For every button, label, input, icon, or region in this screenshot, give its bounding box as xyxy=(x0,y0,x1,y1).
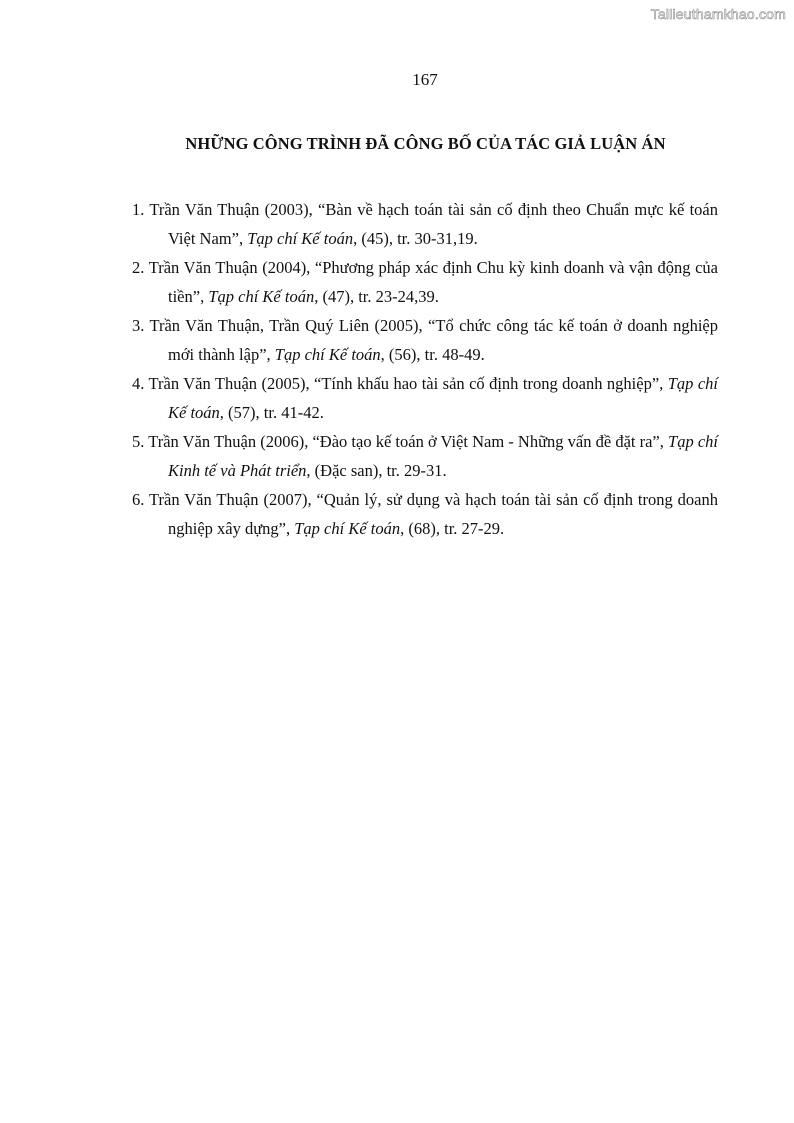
publication-citation: Trần Văn Thuận (2003), “Bàn về hạch toán tài sản cố định theo Chuẩn mực kế toán Việt Nam”, xyxy=(144,200,718,248)
publication-journal: Tạp chí Kế toán xyxy=(208,287,315,306)
publication-journal: Tạp chí Kinh tế và Phát triển xyxy=(168,432,718,480)
page-heading: NHỮNG CÔNG TRÌNH ĐÃ CÔNG BỐ CỦA TÁC GIẢ LUẬN ÁN xyxy=(185,134,666,153)
publication-item xyxy=(132,311,718,369)
publication-number: 2. xyxy=(132,258,145,277)
publication-citation: Trần Văn Thuận (2004), “Phương pháp xác định Chu kỳ kinh doanh và vận động của tiền”, xyxy=(144,258,718,306)
publication-journal: Tạp chí Kế toán xyxy=(168,374,718,422)
publication-journal: Tạp chí Kế toán xyxy=(274,345,381,364)
publication-journal: Tạp chí Kế toán xyxy=(247,229,354,248)
publication-item xyxy=(132,485,718,543)
publication-number: 4. xyxy=(132,374,145,393)
publication-details: , (56), tr. 48-49. xyxy=(380,345,485,364)
publication-citation: Trần Văn Thuận, Trần Quý Liên (2005), “Tổ chức công tác kế toán ở doanh nghiệp mới thành lập”, xyxy=(144,316,718,364)
publication-number: 5. xyxy=(132,432,145,451)
publication-details: , (45), tr. 30-31,19. xyxy=(353,229,478,248)
publication-item xyxy=(132,253,718,311)
publication-details: , (68), tr. 27-29. xyxy=(400,519,505,538)
page-number: 167 xyxy=(412,70,438,89)
publication-citation: Trần Văn Thuận (2006), “Đào tạo kế toán ở Việt Nam - Những vấn đề đặt ra”, xyxy=(144,432,669,451)
publication-journal: Tạp chí Kế toán xyxy=(294,519,401,538)
publication-details: , (Đặc san), tr. 29-31. xyxy=(306,461,447,480)
publication-list xyxy=(132,195,718,543)
publication-number: 3. xyxy=(132,316,145,335)
publication-citation: Trần Văn Thuận (2005), “Tính khấu hao tài sản cố định trong doanh nghiệp”, xyxy=(144,374,668,393)
publication-details: , (47), tr. 23-24,39. xyxy=(314,287,439,306)
watermark-text: Tailieuthamkhao.com xyxy=(650,6,786,22)
publication-citation: Trần Văn Thuận (2007), “Quản lý, sử dụng và hạch toán tài sản cố định trong doanh nghiệp xây dựng”, xyxy=(144,490,718,538)
publication-number: 1. xyxy=(132,200,145,219)
publication-item xyxy=(132,427,718,485)
publication-details: , (57), tr. 41-42. xyxy=(219,403,324,422)
publication-item xyxy=(132,369,718,427)
publication-item xyxy=(132,195,718,253)
publication-number: 6. xyxy=(132,490,145,509)
